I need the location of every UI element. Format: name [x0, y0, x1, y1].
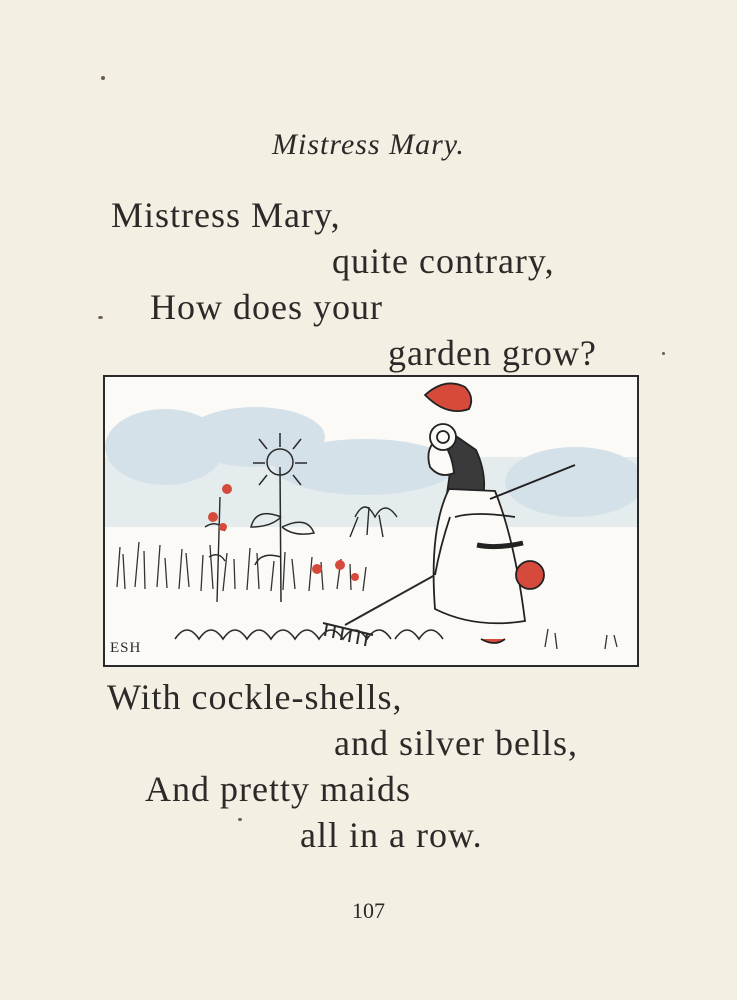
sky-wash [105, 407, 637, 527]
ink-speck [662, 352, 665, 355]
verse-line: and silver bells, [334, 723, 578, 763]
verse-line: How does your [150, 287, 383, 327]
page-number: 107 [352, 898, 385, 923]
ink-speck [238, 818, 242, 821]
illustration-girl-raking-garden [103, 375, 639, 667]
verse-line: quite contrary, [332, 241, 555, 281]
artist-signature: ESH [110, 640, 142, 656]
poem-title: Mistress Mary. [272, 128, 465, 161]
cockle-shell-border [175, 630, 443, 639]
verse-line: all in a row. [300, 815, 483, 855]
verse-line: Mistress Mary, [111, 195, 341, 235]
verse-line: And pretty maids [145, 769, 411, 809]
ink-speck [101, 76, 105, 80]
ink-speck [98, 316, 103, 319]
verse-line: With cockle-shells, [107, 677, 403, 717]
verse-line: garden grow? [388, 333, 597, 373]
